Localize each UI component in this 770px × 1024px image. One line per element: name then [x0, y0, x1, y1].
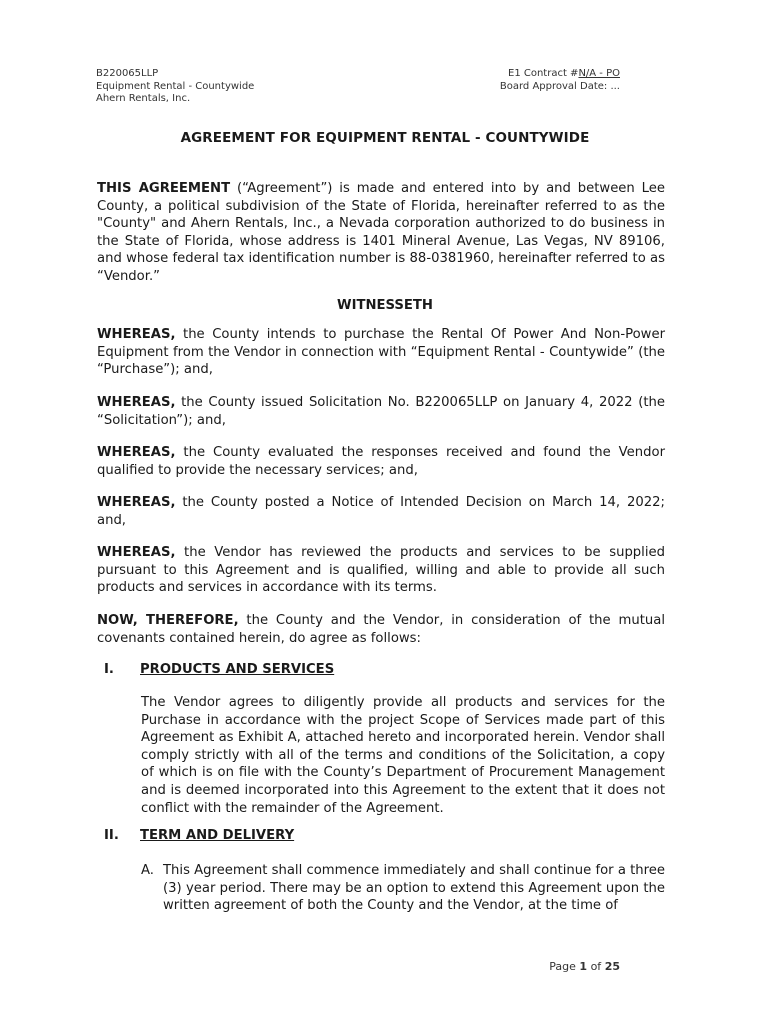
section-heading-products	[104, 662, 334, 677]
section-products-text: The Vendor agrees to diligently provide all products and services for the Purchase in accordance with the project Scope of Services made part of this Agreement as Exhibit A, attached hereto and incorporated herein. Vendor shall comply strictly with all of the terms and conditions of the Solicitation, a copy of which is on file with the County’s Department of Procurement Management and is deemed incorporated into this Agreement to the extent that it does not conflict with the remainder of the Agreement.	[141, 695, 665, 816]
intro-text: (“Agreement”) is made and entered into by and between Lee County, a political subdivision of the State of Florida, hereinafter referred to as the "County" and Ahern Rentals, Inc., a Nevada corporation authorized to do business in the State of Florida, whose address is 1401 Mineral Avenue, Las Vegas, NV 89106, and whose federal tax identification number is 88-0381960, hereinafter referred to as “Vendor.”	[97, 181, 665, 284]
contract-number-line	[500, 68, 620, 81]
page-total: 25	[604, 960, 620, 973]
header-right-block	[500, 68, 620, 93]
document-title: AGREEMENT FOR EQUIPMENT RENTAL - COUNTYWIDE	[180, 130, 590, 146]
now-therefore-lead: NOW, THEREFORE,	[97, 613, 239, 628]
contract-label: E1 Contract #	[508, 68, 579, 79]
vendor-name: Ahern Rentals, Inc.	[96, 93, 191, 104]
whereas-text: the County posted a Notice of Intended Decision on March 14, 2022; and,	[97, 495, 665, 528]
page-number: 1	[579, 960, 588, 973]
now-therefore-text: the County and the Vendor, in consideration of the mutual covenants contained herein, do agree as follows:	[97, 613, 665, 646]
whereas-text: the Vendor has reviewed the products and services to be supplied pursuant to this Agreement and is qualified, willing and able to provide all such products and services in accordance with its terms.	[97, 545, 665, 596]
solicitation-number: B220065LLP	[96, 68, 159, 79]
list-item-label: A.	[141, 863, 154, 878]
page-number-footer	[549, 960, 620, 973]
whereas-text: the County issued Solicitation No. B220065LLP on January 4, 2022 (the “Solicitation”); and,	[97, 395, 665, 428]
list-item-text: This Agreement shall commence immediately and shall continue for a three (3) year period. There may be an option to extend this Agreement upon the written agreement of both the County and the Vendor, at the time of	[163, 863, 665, 914]
section-number: II.	[104, 828, 119, 843]
section-number: I.	[104, 662, 114, 677]
whereas-text: the County intends to purchase the Rental Of Power And Non-Power Equipment from the Vendor in connection with “Equipment Rental - Countywide” (the “Purchase”); and,	[97, 327, 665, 378]
approval-date-line	[500, 81, 620, 94]
intro-paragraph	[97, 180, 665, 286]
now-therefore-paragraph	[97, 612, 665, 647]
agreement-subject: Equipment Rental - Countywide	[96, 80, 255, 92]
contract-value: N/A - PO	[578, 68, 620, 79]
section-title: PRODUCTS AND SERVICES	[140, 662, 335, 677]
whereas-text: the County evaluated the responses received and found the Vendor qualified to provide the necessary services; and,	[97, 445, 665, 478]
intro-lead: THIS AGREEMENT	[97, 181, 231, 196]
section-heading-term	[104, 828, 294, 843]
header-left-block	[96, 68, 254, 106]
term-item-a	[141, 862, 665, 915]
whereas-lead: WHEREAS,	[97, 445, 176, 460]
whereas-paragraph-4	[97, 494, 665, 529]
witnesseth-heading: WITNESSETH	[337, 298, 433, 313]
whereas-paragraph-5	[97, 544, 665, 597]
approval-label: Board Approval Date:	[499, 80, 608, 92]
whereas-paragraph-2	[97, 394, 665, 429]
whereas-paragraph-3	[97, 444, 665, 479]
whereas-paragraph-1	[97, 326, 665, 379]
section-title: TERM AND DELIVERY	[140, 828, 295, 843]
of-label: of	[590, 960, 602, 973]
approval-value: ...	[610, 80, 620, 92]
whereas-lead: WHEREAS,	[97, 545, 176, 560]
page-label: Page	[549, 960, 576, 973]
whereas-lead: WHEREAS,	[97, 495, 176, 510]
whereas-lead: WHEREAS,	[97, 327, 176, 342]
whereas-lead: WHEREAS,	[97, 395, 176, 410]
